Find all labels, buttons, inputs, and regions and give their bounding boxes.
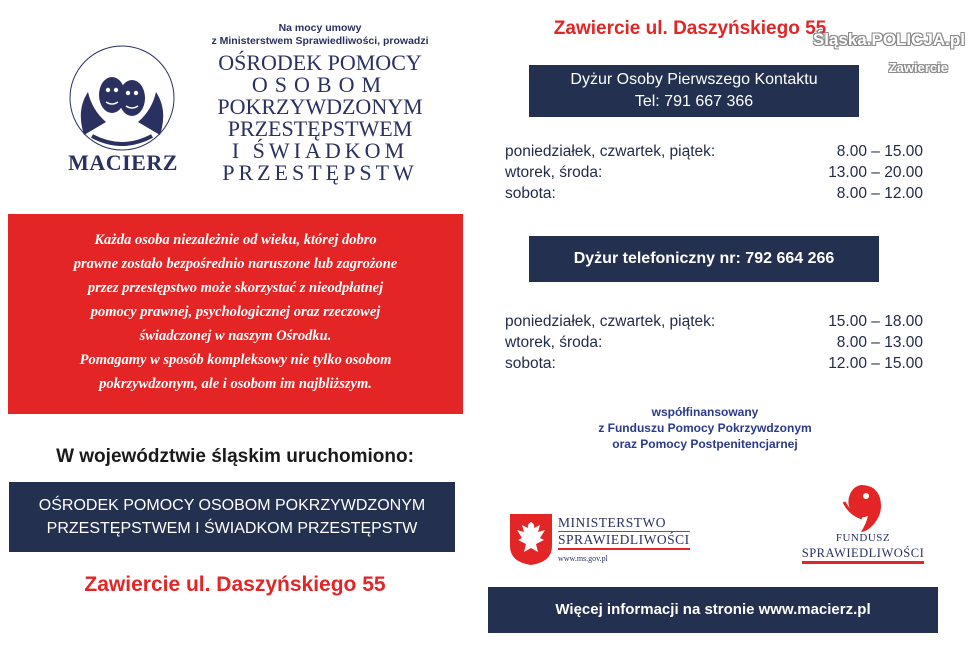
schedule-row: poniedziałek, czwartek, piątek: 8.00 – 15.00 xyxy=(505,143,923,160)
address-right: Zawiercie ul. Daszyńskiego 55 xyxy=(553,18,827,39)
center-name-box xyxy=(9,482,455,552)
schedule-phone-duty xyxy=(505,311,923,374)
intro-text xyxy=(200,22,440,48)
first-contact-phone: Tel: 791 667 366 xyxy=(634,93,754,110)
intro-line: Na mocy umowy xyxy=(278,22,362,34)
fund-eagle-icon xyxy=(836,480,886,535)
more-info-banner: Więcej informacji na stronie www.macierz.pl xyxy=(488,587,938,633)
schedule-row: wtorek, środa: 13.00 – 20.00 xyxy=(505,164,923,181)
title-line: POKRZYWDZONYM xyxy=(217,94,423,119)
first-contact-title: Dyżur Osoby Pierwszego Kontaktu xyxy=(570,71,818,88)
police-watermark: Śląska.POLICJA.pl xyxy=(812,30,965,49)
title-line: PRZESTĘPSTW xyxy=(222,160,418,185)
schedule-row: sobota: 8.00 – 12.00 xyxy=(505,185,923,202)
cofinance-text: współfinansowany z Funduszu Pomocy Pokrzywdzonym oraz Pomocy Postpenitencjarnej xyxy=(598,405,812,451)
center-name-line: OŚRODEK POMOCY OSOBOM POKRZYWDZONYM xyxy=(38,497,426,514)
intro-line: z Ministerstwem Sprawiedliwości, prowadzi xyxy=(211,35,429,47)
ministry-logo: MINISTERSTWO SPRAWIEDLIWOŚCI www.ms.gov.pl xyxy=(558,515,690,563)
schedule-row: wtorek, środa: 8.00 – 13.00 xyxy=(505,334,923,351)
phone-duty-box: Dyżur telefoniczny nr: 792 664 266 xyxy=(529,236,879,282)
schedule-row: poniedziałek, czwartek, piątek: 15.00 – 18.00 xyxy=(505,313,923,330)
title-line: PRZESTĘPSTWEM xyxy=(227,116,413,141)
first-contact-box xyxy=(529,65,859,117)
fund-logo: FUNDUSZ SPRAWIEDLIWOŚCI xyxy=(798,532,928,564)
center-name-line: PRZESTĘPSTWEM I ŚWIADKOM PRZESTĘPSTW xyxy=(46,520,418,537)
polish-eagle-emblem-icon xyxy=(508,512,554,566)
voivodeship-heading: W województwie śląskim uruchomiono: xyxy=(56,446,414,467)
macierz-logo-name: MACIERZ xyxy=(68,150,178,175)
police-watermark-city: Zawiercie xyxy=(888,60,948,75)
schedule-first-contact xyxy=(505,141,923,204)
eligibility-panel xyxy=(8,214,463,414)
title-line: OSOBOM xyxy=(251,72,389,97)
title-line: OŚRODEK POMOCY xyxy=(218,50,422,75)
title-line: I ŚWIADKOM xyxy=(231,138,409,163)
eligibility-text: Każda osoba niezależnie od wieku, której dobro prawne zostało bezpośrednio naruszone lub zagrożone przez przestępstwo może skorzystać z nieodpłatnej pomocy prawnej, psychologicznej oraz rzeczowej świadczonej w naszym Ośrodku. Pomagamy w sposób kompleksowy nie tylko osobom pokrzywdzonym, ale i osobom im najbliższym. xyxy=(73,232,398,392)
address-left: Zawiercie ul. Daszyńskiego 55 xyxy=(84,573,386,596)
schedule-row: sobota: 12.00 – 15.00 xyxy=(505,355,923,372)
center-title xyxy=(196,52,444,184)
